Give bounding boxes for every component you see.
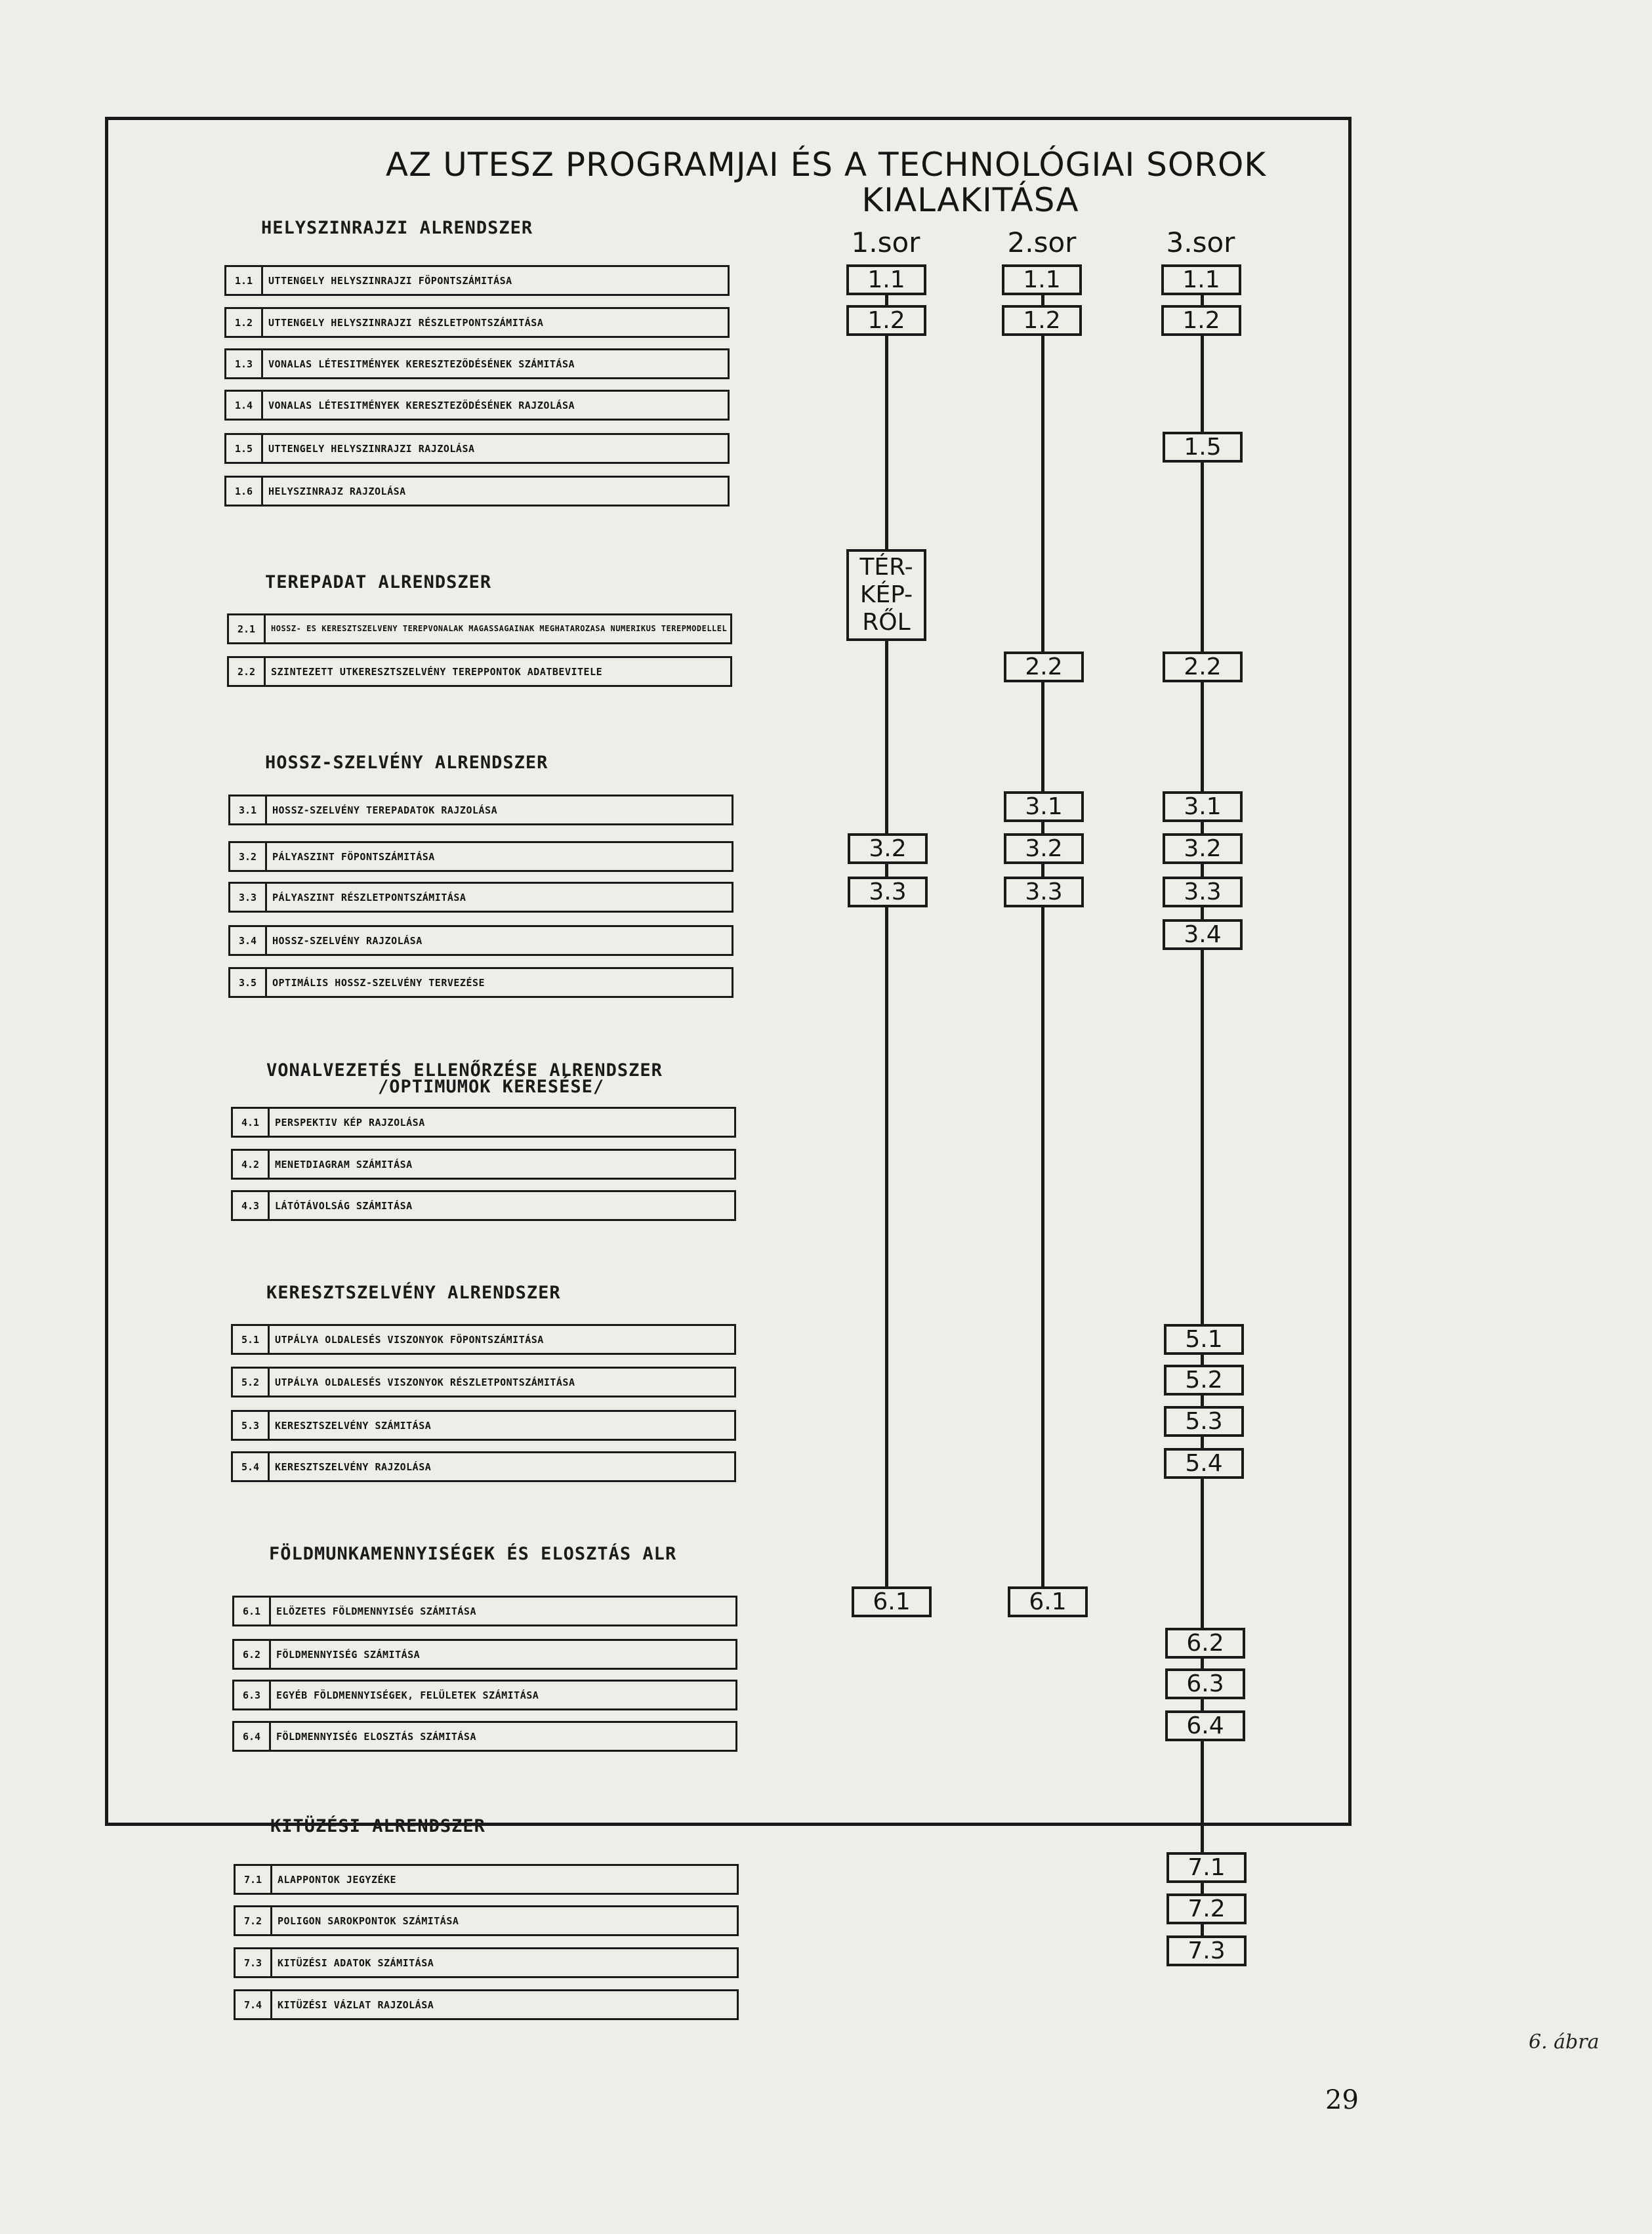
program-number: 7.3 — [236, 1949, 272, 1976]
program-label: UTTENGELY HELYSZINRAJZI RÉSZLETPONTSZÁMITÁSA — [268, 316, 544, 329]
program-row — [234, 1905, 739, 1936]
map-source-node — [846, 549, 926, 641]
program-row — [231, 1367, 736, 1397]
program-number: 1.2 — [226, 309, 263, 336]
program-row — [231, 1149, 736, 1180]
sequence-node: 1.1 — [1002, 264, 1082, 295]
program-number: 7.4 — [236, 1991, 272, 2018]
program-row — [231, 1410, 736, 1441]
sequence-node: 5.1 — [1164, 1324, 1244, 1355]
sequence-node: 6.1 — [852, 1586, 932, 1617]
program-number: 7.2 — [236, 1907, 272, 1934]
sequence-node: 3.1 — [1004, 791, 1084, 822]
program-label: FÖLDMENNYISÉG SZÁMITÁSA — [276, 1648, 421, 1661]
program-row — [227, 613, 732, 644]
program-number: 3.5 — [230, 969, 267, 996]
program-label: ELÖZETES FÖLDMENNYISÉG SZÁMITÁSA — [276, 1605, 476, 1617]
column-header-3: 3.sor — [1166, 226, 1235, 259]
sequence-node: 7.2 — [1167, 1893, 1247, 1924]
program-number: 7.1 — [236, 1866, 272, 1893]
sequence-node: 3.3 — [848, 877, 928, 907]
sequence-node: 6.3 — [1165, 1668, 1245, 1699]
sequence-node: 1.2 — [1161, 305, 1241, 336]
program-label: UTTENGELY HELYSZINRAJZI RAJZOLÁSA — [268, 442, 475, 455]
program-row — [232, 1596, 737, 1626]
program-row — [234, 1989, 739, 2020]
program-row — [232, 1721, 737, 1752]
program-label: SZINTEZETT UTKERESZTSZELVÉNY TEREPPONTOK ADATBEVITELE — [271, 665, 603, 678]
program-label: HELYSZINRAJZ RAJZOLÁSA — [268, 485, 406, 497]
sequence-node: 2.2 — [1004, 652, 1084, 682]
sequence-node: 6.2 — [1165, 1628, 1245, 1659]
sequence-node: 5.4 — [1164, 1448, 1244, 1479]
sequence-node: 3.2 — [1004, 833, 1084, 864]
sequence-node: 6.1 — [1008, 1586, 1088, 1617]
program-number: 1.3 — [226, 350, 263, 377]
program-label: HOSSZ-SZELVÉNY TEREPADATOK RAJZOLÁSA — [272, 804, 498, 816]
program-row — [228, 841, 733, 872]
page-number: 29 — [1325, 2085, 1359, 2115]
program-number: 5.4 — [233, 1453, 270, 1480]
program-row — [231, 1451, 736, 1482]
program-row — [232, 1680, 737, 1710]
program-label: KERESZTSZELVÉNY SZÁMITÁSA — [275, 1419, 432, 1432]
section-title: HOSSZ-SZELVÉNY ALRENDSZER — [265, 753, 548, 773]
program-label: PÁLYASZINT FÖPONTSZÁMITÁSA — [272, 850, 435, 863]
sequence-node: 5.2 — [1164, 1365, 1244, 1396]
sequence-node: 1.2 — [846, 305, 926, 336]
section-title-sub: /OPTIMUMOK KERESÉSE/ — [378, 1077, 605, 1097]
section-title: HELYSZINRAJZI ALRENDSZER — [261, 218, 533, 238]
program-label: FÖLDMENNYISÉG ELOSZTÁS SZÁMITÁSA — [276, 1730, 476, 1743]
program-number: 1.4 — [226, 392, 263, 419]
program-label: VONALAS LÉTESITMÉNYEK KERESZTEZŐDÉSÉNEK SZÁMITÁSA — [268, 358, 575, 370]
figure-title: AZ UTESZ PROGRAMJAI ÉS A TECHNOLÓGIAI SOROK — [385, 146, 1267, 184]
node-text-line: KÉP- — [859, 581, 913, 608]
program-number: 6.1 — [234, 1598, 271, 1624]
program-number: 3.1 — [230, 796, 267, 823]
section-title: FÖLDMUNKAMENNYISÉGEK ÉS ELOSZTÁS ALR — [269, 1544, 677, 1564]
sequence-node: 7.1 — [1167, 1852, 1247, 1883]
sequence-node: 3.1 — [1163, 791, 1243, 822]
program-number: 3.4 — [230, 927, 267, 954]
section-title: TEREPADAT ALRENDSZER — [265, 572, 492, 592]
program-row — [234, 1947, 739, 1978]
section-title-main: VONALVEZETÉS ELLENŐRZÉSE ALRENDSZER — [266, 1060, 663, 1081]
sequence-node: 3.3 — [1163, 877, 1243, 907]
sequence-node: 1.1 — [1161, 264, 1241, 295]
section-title: KITÜZÉSI ALRENDSZER — [270, 1816, 485, 1836]
program-row — [228, 925, 733, 956]
program-number: 4.3 — [233, 1192, 270, 1219]
program-number: 1.5 — [226, 435, 263, 462]
program-label: UTTENGELY HELYSZINRAJZI FÖPONTSZÁMITÁSA — [268, 274, 512, 287]
program-row — [224, 265, 730, 296]
program-label: KITÜZÉSI VÁZLAT RAJZOLÁSA — [278, 1998, 434, 2011]
program-number: 6.4 — [234, 1723, 271, 1750]
program-row — [224, 476, 730, 507]
sequence-node: 2.2 — [1163, 652, 1243, 682]
program-row — [228, 795, 733, 825]
sequence-node: 3.3 — [1004, 877, 1084, 907]
sequence-node: 3.2 — [848, 833, 928, 864]
sequence-node: 1.1 — [846, 264, 926, 295]
program-number: 3.3 — [230, 884, 267, 911]
program-number: 5.2 — [233, 1369, 270, 1396]
sequence-node: 5.3 — [1164, 1406, 1244, 1437]
program-row — [231, 1324, 736, 1355]
program-number: 1.1 — [226, 267, 263, 294]
column-header-1: 1.sor — [851, 226, 920, 259]
section-title — [266, 1060, 663, 1097]
program-row — [228, 967, 733, 998]
program-label: MENETDIAGRAM SZÁMITÁSA — [275, 1158, 413, 1170]
program-number: 5.3 — [233, 1412, 270, 1439]
program-label: ALAPPONTOK JEGYZÉKE — [278, 1873, 397, 1886]
program-label: EGYÉB FÖLDMENNYISÉGEK, FELÜLETEK SZÁMITÁSA — [276, 1689, 539, 1701]
sequence-node: 3.2 — [1163, 833, 1243, 864]
program-label: LÁTÓTÁVOLSÁG SZÁMITÁSA — [275, 1199, 413, 1212]
section-title: KERESZTSZELVÉNY ALRENDSZER — [266, 1283, 561, 1303]
sequence-node: 7.3 — [1167, 1935, 1247, 1966]
sequence-node: 3.4 — [1163, 919, 1243, 950]
column-header-2: 2.sor — [1007, 226, 1077, 259]
program-number: 2.1 — [229, 615, 266, 642]
program-row — [224, 390, 730, 421]
program-label: HOSSZ-SZELVÉNY RAJZOLÁSA — [272, 934, 423, 947]
program-row — [227, 656, 732, 687]
program-number: 6.3 — [234, 1682, 271, 1708]
program-label: PÁLYASZINT RÉSZLETPONTSZÁMITÁSA — [272, 891, 466, 903]
figure-caption: 6. ábra — [1529, 2031, 1600, 2054]
node-text-line: RŐL — [862, 609, 911, 636]
program-row — [228, 882, 733, 913]
program-label: POLIGON SAROKPONTOK SZÁMITÁSA — [278, 1914, 459, 1927]
program-row — [231, 1190, 736, 1221]
program-row — [232, 1639, 737, 1670]
program-label: PERSPEKTIV KÉP RAJZOLÁSA — [275, 1116, 425, 1128]
program-number: 4.2 — [233, 1151, 270, 1178]
program-label: OPTIMÁLIS HOSSZ-SZELVÉNY TERVEZÉSE — [272, 976, 485, 989]
program-number: 6.2 — [234, 1641, 271, 1668]
sequence-node: 6.4 — [1165, 1710, 1245, 1741]
program-number: 1.6 — [226, 478, 263, 505]
sequence-line-3 — [1201, 282, 1204, 1955]
program-number: 4.1 — [233, 1109, 270, 1136]
program-number: 5.1 — [233, 1326, 270, 1353]
figure-title-continued: KIALAKITÁSA — [861, 181, 1079, 219]
sequence-node: 1.5 — [1163, 432, 1243, 463]
program-row — [224, 307, 730, 338]
program-label: UTPÁLYA OLDALESÉS VISZONYOK RÉSZLETPONTSZÁMITÁSA — [275, 1376, 575, 1388]
program-row — [224, 433, 730, 464]
sequence-line-1 — [885, 282, 888, 1598]
program-number: 3.2 — [230, 843, 267, 870]
node-text-line: TÉR- — [859, 554, 913, 581]
program-label: KITÜZÉSI ADATOK SZÁMITÁSA — [278, 1956, 434, 1969]
sequence-line-2 — [1041, 282, 1044, 1598]
program-label: HOSSZ- ÉS KERESZTSZELVÉNY TEREPVONALAK MAGASSÁGAINAK MEGHATÁROZÁSA NUMERIKUS TEREPMODELLEL — [271, 625, 728, 633]
program-label: VONALAS LÉTESITMÉNYEK KERESZTEZŐDÉSÉNEK RAJZOLÁSA — [268, 399, 575, 411]
program-row — [224, 348, 730, 379]
program-row — [231, 1107, 736, 1138]
program-number: 2.2 — [229, 658, 266, 685]
program-label: UTPÁLYA OLDALESÉS VISZONYOK FÖPONTSZÁMITÁSA — [275, 1333, 544, 1346]
program-row — [234, 1864, 739, 1895]
program-label: KERESZTSZELVÉNY RAJZOLÁSA — [275, 1460, 432, 1473]
sequence-node: 1.2 — [1002, 305, 1082, 336]
